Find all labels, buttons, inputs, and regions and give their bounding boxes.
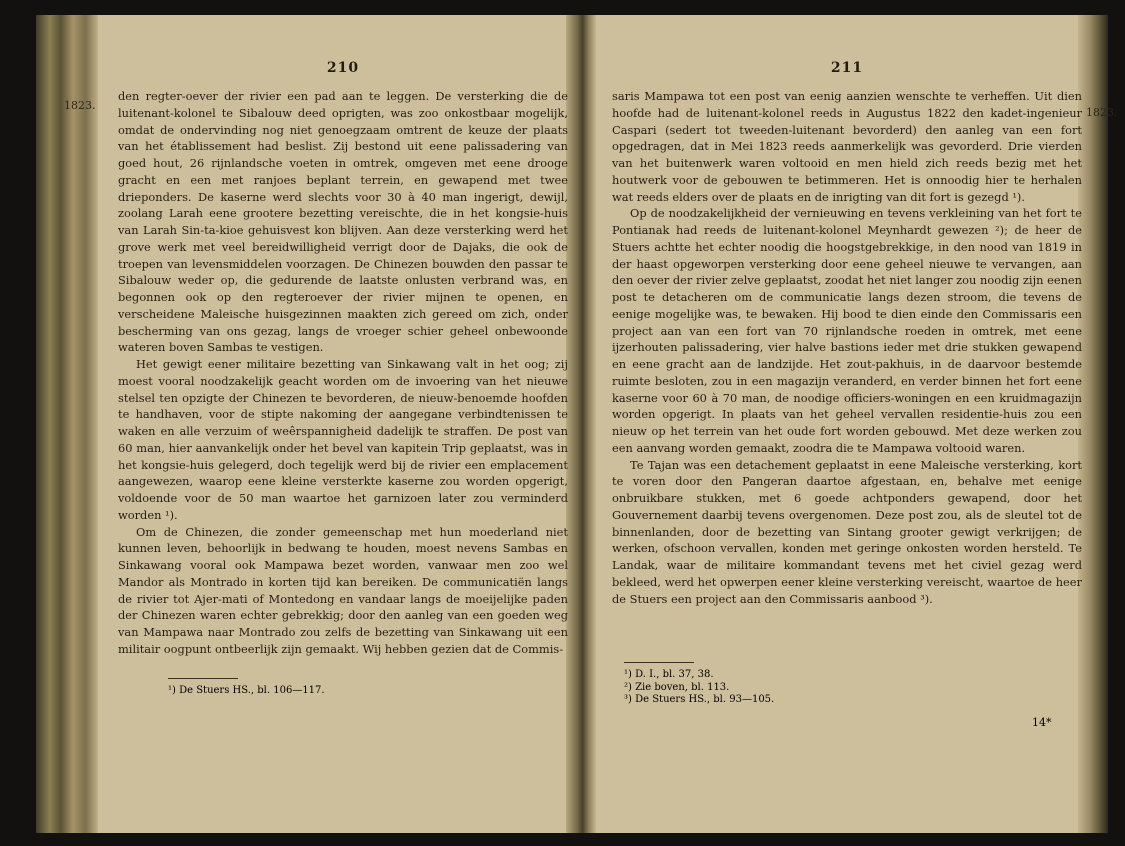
paragraph: Het gewigt eener militaire bezetting van Sinkawang valt in het oog; zij moest vooral noodzakelijk geacht worden om de invoering van het nieuwe stelsel ten opzigte der Chinezen te bevorderen, de nieuw-benoemde hoofden te handhaven, voor de stipte nakoming der aangegane verbindtenissen te waken en alle verzuim of weêrspannigheid dadelijk te straffen. De post van 60 man, hier aanvankelijk onder het bevel van kapitein Trip geplaatst, was in het kongsie-huis gelegerd, doch tegelijk werd bij de rivier een emplacement aangewezen, waarop eene kleine versterkte kaserne zou worden opgerigt, voldoende voor de 50 man waartoe het garnizoen later zou verminderd worden ¹). <box>118 357 568 522</box>
right-page-number: 211 <box>830 60 864 76</box>
paragraph: Op de noodzakelijkheid der vernieuwing en tevens verkleining van het fort te Pontianak had reeds de luitenant-kolonel Meynhardt gewezen ²); de heer de Stuers achtte het echter noodig die hoogstgebrekkige, in den nood van 1819 in der haast opgeworpen versterking door eene geheel nieuwe te vervangen, aan den oever der rivier zelve geplaatst, zoodat het niet langer zou noodig zijn eenen post te detacheren om de communicatie langs dezen stroom, die tevens de eenige mogelijke was, te bewaken. Hij bood te dien einde den Commissaris een project aan van een fort van 70 rijnlandsche roeden in omtrek, met eene ijzerhouten palissadering, vier halve bastions ieder met drie stukken gewapend en eene gracht aan de landzijde. Het zout-pakhuis, in de daarvoor bestemde ruimte besloten, zou in een magazijn veranderd, en verder binnen het fort eene kaserne voor 60 à 70 man, de noodige officiers-woningen en een kruidmagazijn worden opgerigt. In plaats van het geheel vervallen residentie-huis zou een nieuw op het terrein van het oude fort worden gebouwd. Met deze werken zou een aanvang worden gemaakt, zoodra die te Mampawa voltooid waren. <box>612 206 1082 455</box>
paragraph: Te Tajan was een detachement geplaatst in eene Maleische versterking, kort te voren door den Pangeran daartoe afgestaan, en, behalve met eenige onbruikbare stukken, met 6 goede achtponders gewapend, door het Gouvernement daarbij tevens overgenomen. Deze post zou, als de sleutel tot de binnenlanden, door de bezetting van Sintang grooter gewigt verkrijgen; de werken, ofschoon vervallen, konden met geringe onkosten worden hersteld. Te Landak, waar de militaire kommandant tevens met het civiel gezag werd bekleed, werd het opwerpen eener kleine versterking vereischt, waartoe de heer de Stuers een project aan den Commissaris aanbood ³). <box>612 457 1082 606</box>
footnote: ¹) D. I., bl. 37, 38. <box>624 669 714 680</box>
paragraph: saris Mampawa tot een post van eenig aanzien wenschte te verheffen. Uit dien hoofde had de luitenant-kolonel reeds in Augustus 1822 den kadet-ingenieur Caspari (sedert tot tweeden-luitenant bevorderd) den aanleg van een fort opgedragen, dat in Mei 1823 reeds aanmerkelijk was gevorderd. Drie vierden van het buitenwerk waren voltooid en men hield zich reeds bezig met het houtwerk voor de gebouwen te betimmeren. Het is onnoodig hier te herhalen wat reeds elders over de plaats en de inrigting van dit fort is gezegd ¹). <box>612 89 1082 204</box>
book-gutter <box>566 15 596 833</box>
footnote: ³) De Stuers HS., bl. 93—105. <box>624 694 775 705</box>
right-page-body <box>612 88 1082 607</box>
paragraph: Om de Chinezen, die zonder gemeenschap met hun moederland niet kunnen leven, behoorlijk in bedwang te houden, moest nevens Sambas en Sinkawang vooral ook Mampawa bezet worden, vanwaar men zoo wel Mandor als Montrado in korten tijd kan bereiken. De communicatiën langs de rivier tot Ajer-mati of Montedong en vandaar langs de moeijelijke paden der Chinezen waren echter gebrekkig; door den aanleg van een goeden weg van Mampawa naar Montrado zou zelfs de bezetting van Sinkawang uit een militair oogpunt ontbeerlijk zijn gemaakt. Wij hebben gezien dat de Commis- <box>118 524 568 656</box>
left-page-body <box>118 88 568 658</box>
right-page <box>612 60 1082 607</box>
left-footnotes <box>168 678 548 698</box>
footnote-rule <box>168 678 238 679</box>
footnote: ¹) De Stuers HS., bl. 106—117. <box>168 685 325 696</box>
paragraph: den regter-oever der rivier een pad aan te leggen. De versterking die de luitenant-kolonel te Sibalouw deed oprigten, was zoo onkostbaar mogelijk, omdat de ondervinding nog niet genoegzaam omtrent de keuze der plaats van het établissement had beslist. Zij bestond uit eene palissadering van goed hout, 26 rijnlandsche voeten in omtrek, omgeven met eene drooge gracht en een met ranjoes beplant terrein, en gewapend met twee drieponders. De kaserne werd slechts voor 30 à 40 man ingerigt, dewijl, zoolang Larah eene grootere bezetting vereischte, die in het kongsie-huis van Larah Sin-ta-kioe gehuisvest kon blijven. Aan deze versterking werd het grove werk met veel bereidwilligheid verrigt door de Dajaks, die ook de troepen van levensmiddelen voorzagen. De Chinezen bouwden den passar te Sibalouw weder op, die gedurende de laatste onlusten verbrand was, en begonnen ook op den regteroever der rivier mijnen te openen, en verscheidene Maleische huisgezinnen maakten zich gereed om zich, onder bescherming van ons gezag, langs de vroeger schier geheel onbewoonde wateren boven Sambas te vestigen. <box>118 89 568 355</box>
right-footnotes <box>624 662 1024 707</box>
left-page <box>118 60 568 658</box>
left-page-edge <box>36 15 98 833</box>
left-margin-year: 1823. <box>64 99 96 112</box>
left-page-number: 210 <box>326 60 360 76</box>
right-page-edge <box>1078 15 1108 833</box>
footnote-rule <box>624 662 694 663</box>
footnote: ²) Zie boven, bl. 113. <box>624 681 730 693</box>
signature-mark: 14* <box>1032 716 1052 729</box>
right-margin-year: 1823. <box>1086 106 1118 119</box>
